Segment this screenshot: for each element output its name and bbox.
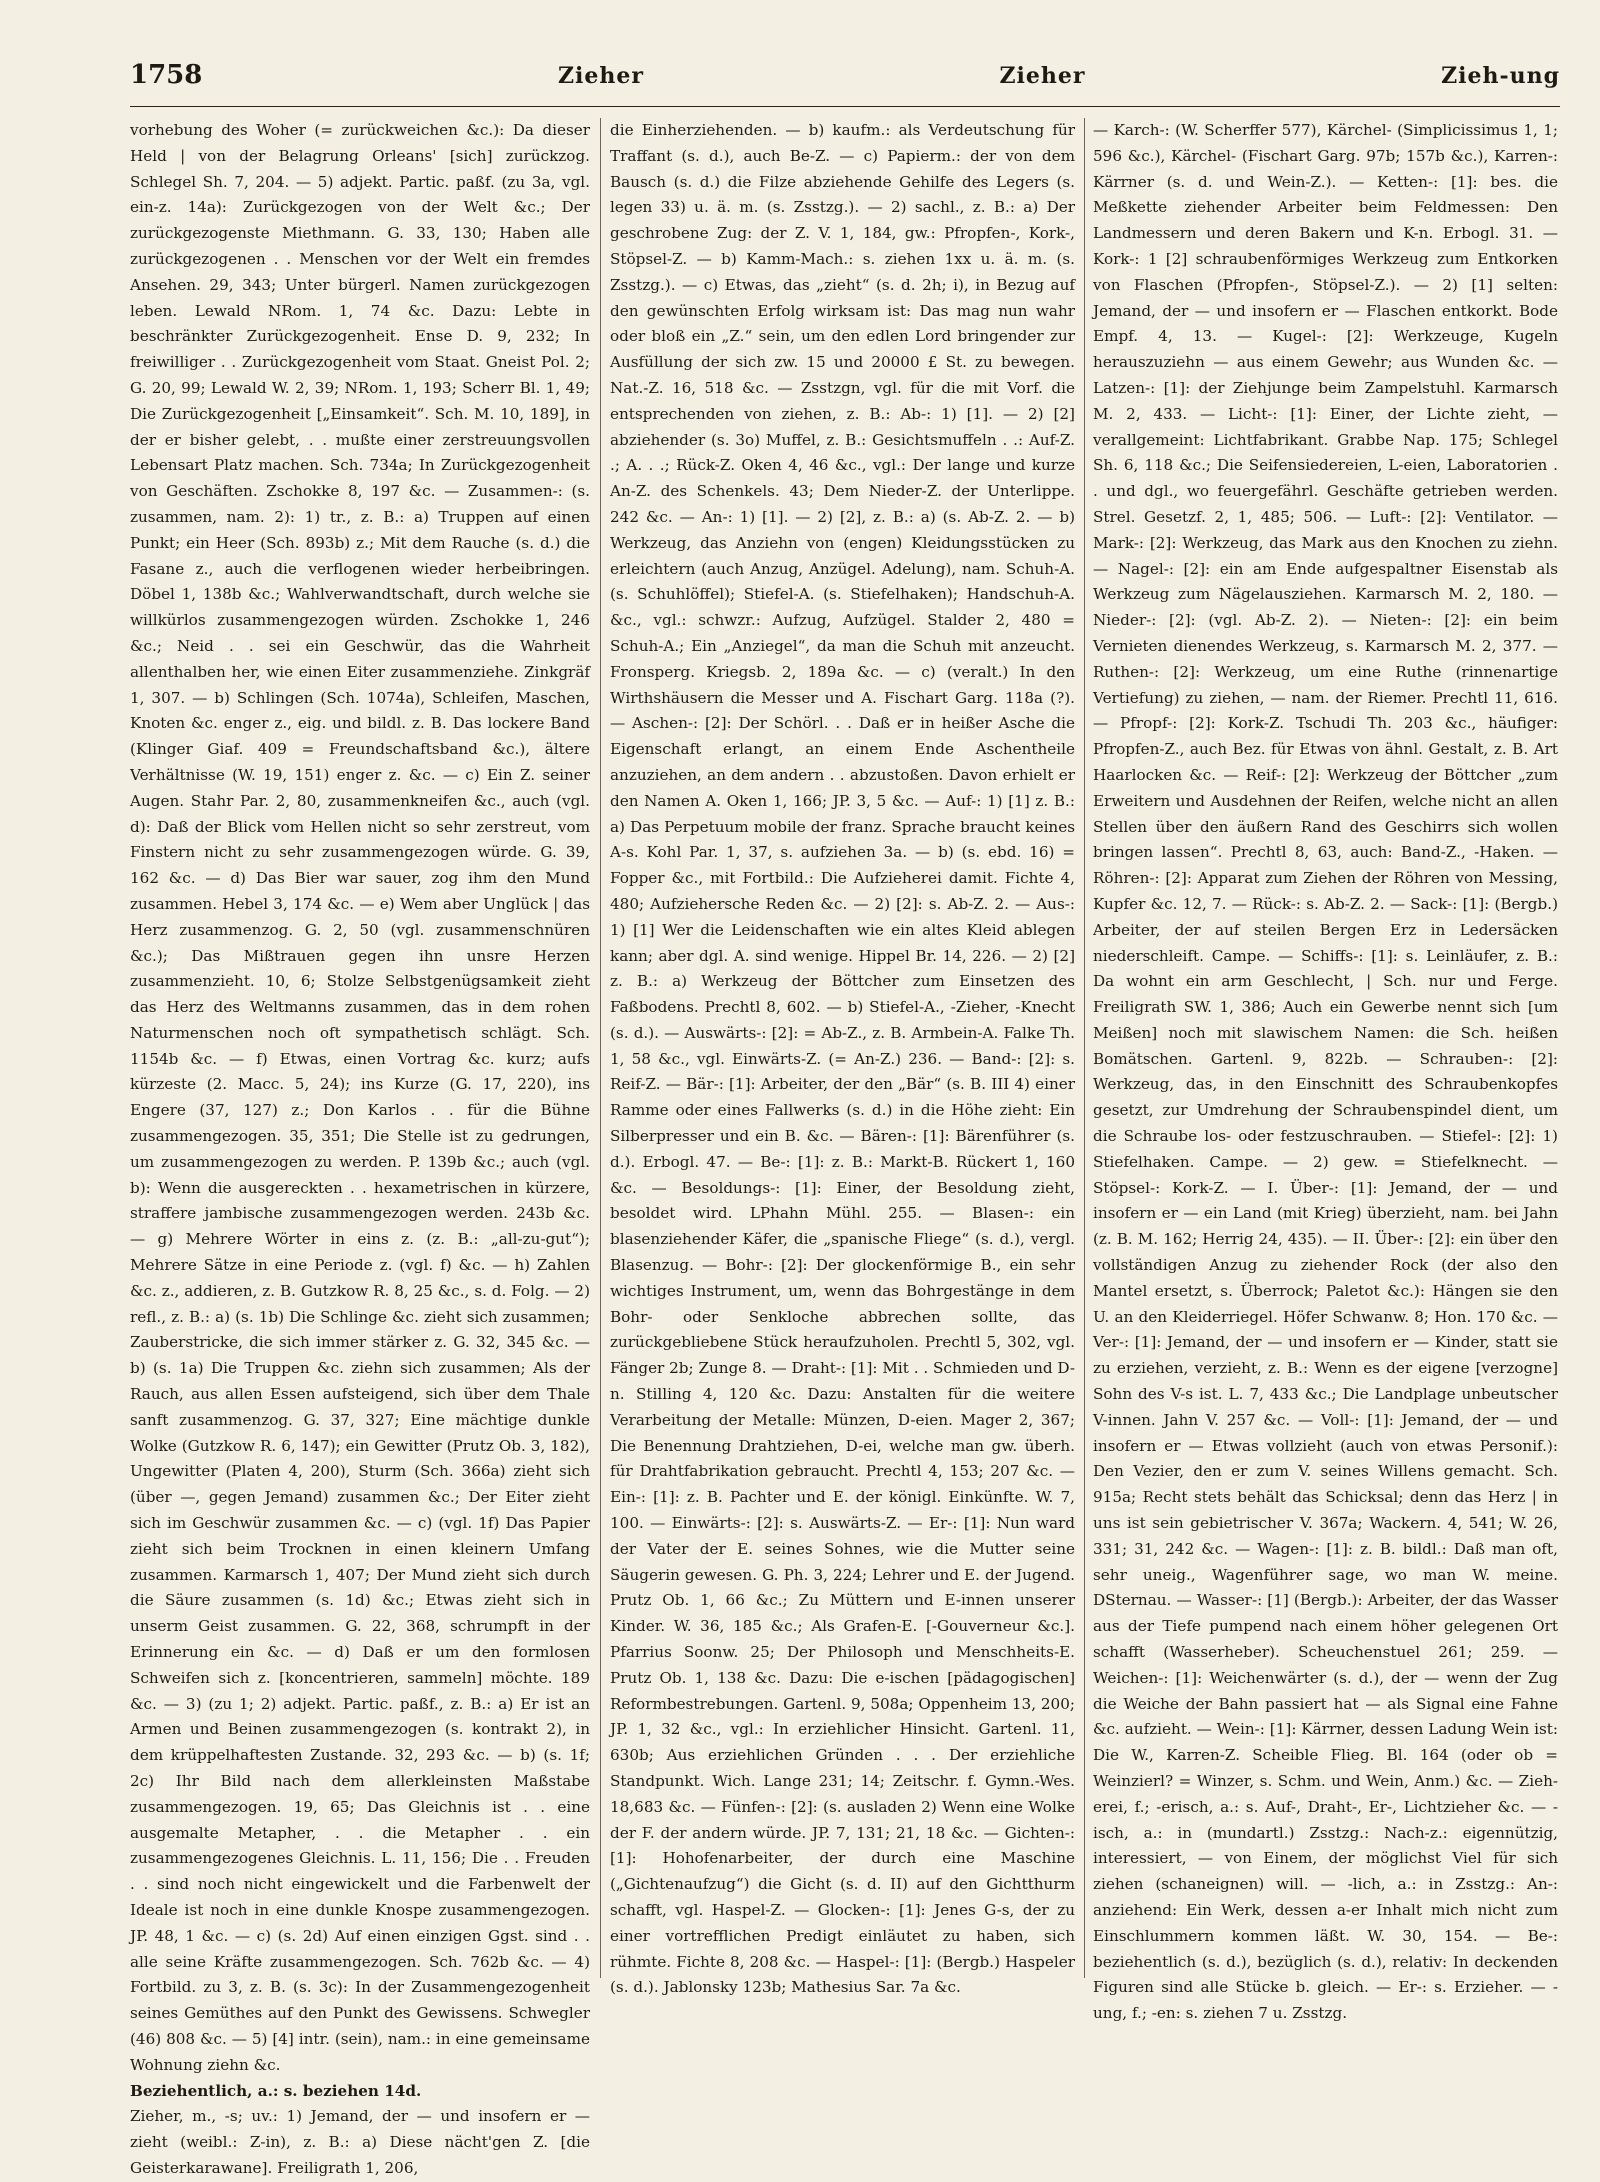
column-3 [1093,118,1558,2023]
column-1-paragraph: Beziehentlich, a.: s. beziehen 14d. [130,2081,422,2100]
header-rule [130,106,1560,107]
running-header [130,60,1560,100]
left-headword: Zieher [557,63,644,89]
center-headword: Zieher [999,63,1086,89]
column-1 [130,118,590,2177]
right-headword: Zieh-ung [1441,63,1560,89]
page-number: 1758 [130,60,203,90]
column-1-paragraph: vorhebung des Woher (= zurückweichen &c.): Da dieser Held | von der Belagrung Orleans' [sich] zurückzog. Schlegel Sh. 7, 204. — 5) adjekt. Partic. paßf. (zu 3a, vgl. ein-z. 14a): Zurückgezogen von der Welt &c.; Der zurückgezogenste Miethmann. G. 33, 130; Haben alle zurückgezogenen . . Menschen vor der Welt ein fremdes Ansehen. 29, 343; Unter bürgerl. Namen zurückgezogen leben. Lewald NRom. 1, 74 &c. Dazu: Lebte in beschränkter Zurückgezogenheit. Ense D. 9, 232; In freiwilliger . . Zurückgezogenheit vom Staat. Gneist Pol. 2; G. 20, 99; Lewald W. 2, 39; NRom. 1, 193; Scherr Bl. 1, 49; Die Zurückgezogenheit [„Einsamkeit“. Sch. M. 10, 189], in der er bisher gelebt, . . mußte einer zerstreuungsvollen Lebensart Platz machen. Sch. 734a; In Zurückgezogenheit von Geschäften. Zschokke 8, 197 &c. — Zusammen-: (s. zusammen, nam. 2): 1) tr., z. B.: a) Truppen auf einen Punkt; ein Heer (Sch. 893b) z.; Mit dem Rauche (s. d.) die Fasane z., auch die verflogenen wieder herbeibringen. Döbel 1, 138b &c.; Wahlverwandtschaft, durch welche sie willkürlos zusammengezogen würden. Zschokke 1, 246 &c.; Neid . . sei ein Geschwür, das die Wahrheit allenthalben her, wie einen Eiter zusammenziehe. Zinkgräf 1, 307. — b) Schlingen (Sch. 1074a), Schleifen, Maschen, Knoten &c. enger z., eig. und bildl. z. B. Das lockere Band (Klinger Giaf. 409 = Freundschaftsband &c.), ältere Verhältnisse (W. 19, 151) enger z. &c. — c) Ein Z. seiner Augen. Stahr Par. 2, 80, zusammenkneifen &c., auch (vgl. d): Daß der Blick vom Hellen nicht so sehr zerstreut, vom Finstern nicht zu sehr zusammengezogen würde. G. 39, 162 &c. — d) Das Bier war sauer, zog ihm den Mund zusammen. Hebel 3, 174 &c. — e) Wem aber Unglück | das Herz zusammenzog. G. 2, 50 (vgl. zusammenschnüren &c.); Das Mißtrauen gegen ihn unsre Herzen zusammenzieht. 10, 6; Stolze Selbstgenügsamkeit zieht das Herz des Weltmanns zusammen, das in dem rohen Naturmenschen noch oft sympathetisch schlägt. Sch. 1154b &c. — f) Etwas, einen Vortrag &c. kurz; aufs kürzeste (2. Macc. 5, 24); ins Kurze (G. 17, 220), ins Engere (37, 127) z.; Don Karlos . . für die Bühne zusammengezogen. 35, 351; Die Stelle ist zu gedrungen, um zusammengezogen zu werden. P. 139b &c.; auch (vgl. b): Wenn die ausgereckten . . hexametrischen in kürzere, straffere jambische zusammengezogen werden. 243b &c. — g) Mehrere Wörter in eins z. (z. B.: „all-zu-gut“); Mehrere Sätze in eine Periode z. (vgl. f) &c. — h) Zahlen &c. z., addieren, z. B. Gutzkow R. 8, 25 &c., s. d. Folg. — 2) refl., z. B.: a) (s. 1b) Die Schlinge &c. zieht sich zusammen; Zauberstricke, die sich immer stärker z. G. 32, 345 &c. — b) (s. 1a) Die Truppen &c. ziehn sich zusammen; Als der Rauch, aus allen Essen aufsteigend, sich über dem Thale sanft zusammenzog. G. 37, 327; Eine mächtige dunkle Wolke (Gutzkow R. 6, 147); ein Gewitter (Prutz Ob. 3, 182), Ungewitter (Platen 4, 200), Sturm (Sch. 366a) zieht sich (über —, gegen Jemand) zusammen &c.; Der Eiter zieht sich im Geschwür zusammen &c. — c) (vgl. 1f) Das Papier zieht sich beim Trocknen in einen kleinern Umfang zusammen. Karmarsch 1, 407; Der Mund zieht sich durch die Säure zusammen (s. 1d) &c.; Etwas zieht sich in unserm Geist zusammen. G. 22, 368, schrumpft in der Erinnerung ein &c. — d) Daß er um den formlosen Schweifen sich z. [koncentrieren, sammeln] möchte. 189 &c. — 3) (zu 1; 2) adjekt. Partic. paßf., z. B.: a) Er ist an Armen und Beinen zusammengezogen (s. kontrakt 2), in dem krüppelhaftesten Zustande. 32, 293 &c. — b) (s. 1f; 2c) Ihr Bild nach dem allerkleinsten Maßstabe zusammengezogen. 19, 65; Das Gleichnis ist . . eine ausgemalte Metapher, . . die Metapher . . ein zusammengezogenes Gleichnis. L. 11, 156; Die . . Freuden . . sind noch nicht eingewickelt und die Farbenwelt der Ideale ist noch in eine dunkle Knospe zusammengezogen. JP. 48, 1 &c. — c) (s. 2d) Auf einen einzigen Ggst. sind . . alle seine Kräfte zusammengezogen. Sch. 762b &c. — 4) Fortbild. zu 3, z. B. (s. 3c): In der Zusammengezogenheit seines Gemüthes auf den Punkt des Gewissens. Schwegler (46) 808 &c. — 5) [4] intr. (sein), nam.: in eine gemeinsame Wohnung ziehn &c. [130,121,590,2074]
column-2-paragraph: die Einherziehenden. — b) kaufm.: als Verdeutschung für Traffant (s. d.), auch Be-Z. — c) Papierm.: der von dem Bausch (s. d.) die Filze abziehende Gehilfe des Legers (s. legen 33) u. ä. m. (s. Zsstzg.). — 2) sachl., z. B.: a) Der geschrobene Zug: der Z. V. 1, 184, gw.: Pfropfen-, Kork-, Stöpsel-Z. — b) Kamm-Mach.: s. ziehen 1xx u. ä. m. (s. Zsstzg.). — c) Etwas, das „zieht“ (s. d. 2h; i), in Bezug auf den gewünschten Erfolg wirksam ist: Das mag nun wahr oder bloß ein „Z.“ sein, um den edlen Lord bringender zur Ausfüllung der sich zw. 15 und 20000 £ St. zu bewegen. Nat.-Z. 16, 518 &c. — Zsstzgn, vgl. für die mit Vorf. die entsprechenden von ziehen, z. B.: Ab-: 1) [1]. — 2) [2] abziehender (s. 3o) Muffel, z. B.: Gesichtsmuffeln . .: Auf-Z. .; A. . .; Rück-Z. Oken 4, 46 &c., vgl.: Der lange und kurze An-Z. des Schenkels. 43; Dem Nieder-Z. der Unterlippe. 242 &c. — An-: 1) [1]. — 2) [2], z. B.: a) (s. Ab-Z. 2. — b) Werkzeug, das Anziehn von (engen) Kleidungsstücken zu erleichtern (auch Anzug, Anzügel. Adelung), nam. Schuh-A. (s. Schuhlöffel); Stiefel-A. (s. Stiefelhaken); Handschuh-A. &c., vgl.: schwzr.: Aufzug, Aufzügel. Stalder 2, 480 = Schuh-A.; Ein „Anziegel“, da man die Schuh mit anzeucht. Fronsperg. Kriegsb. 2, 189a &c. — c) (veralt.) In den Wirthshäusern die Messer und A. Fischart Garg. 118a (?). — Aschen-: [2]: Der Schörl. . . Daß er in heißer Asche die Eigenschaft erlangt, an einem Ende Aschentheile anzuziehen, an dem andern . . abzustoßen. Davon erhielt er den Namen A. Oken 1, 166; JP. 3, 5 &c. — Auf-: 1) [1] z. B.: a) Das Perpetuum mobile der franz. Sprache braucht keines A-s. Kohl Par. 1, 37, s. aufziehen 3a. — b) (s. ebd. 16) = Fopper &c., mit Fortbild.: Die Aufzieherei damit. Fichte 4, 480; Aufziehersche Reden &c. — 2) [2]: s. Ab-Z. 2. — Aus-: 1) [1] Wer die Leidenschaften wie ein altes Kleid ablegen kann; aber dgl. A. sind wenige. Hippel Br. 14, 226. — 2) [2] z. B.: a) Werkzeug der Böttcher zum Einsetzen des Faßbodens. Prechtl 8, 602. — b) Stiefel-A., -Zieher, -Knecht (s. d.). — Auswärts-: [2]: = Ab-Z., z. B. Armbein-A. Falke Th. 1, 58 &c., vgl. Einwärts-Z. (= An-Z.) 236. — Band-: [2]: s. Reif-Z. — Bär-: [1]: Arbeiter, der den „Bär“ (s. B. III 4) einer Ramme oder eines Fallwerks (s. d.) in die Höhe zieht: Ein Silberpresser und ein B. &c. — Bären-: [1]: Bärenführer (s. d.). Erbogl. 47. — Be-: [1]: z. B.: Markt-B. Rückert 1, 160 &c. — Besoldungs-: [1]: Einer, der Besoldung zieht, besoldet wird. LPhahn Mühl. 255. — Blasen-: ein blasenziehender Käfer, die „spanische Fliege“ (s. d.), vergl. Blasenzug. — Bohr-: [2]: Der glockenförmige B., ein sehr wichtiges Instrument, um, wenn das Bohrgestänge in dem Bohr- oder Senkloche abbrechen sollte, das zurückgebliebene Stück heraufzuholen. Prechtl 5, 302, vgl. Fänger 2b; Zunge 8. — Draht-: [1]: Mit . . Schmieden und D-n. Stilling 4, 120 &c. Dazu: Anstalten für die weitere Verarbeitung der Metalle: Münzen, D-eien. Mager 2, 367; Die Benennung Drahtziehen, D-ei, welche man gw. überh. für Drahtfabrikation gebraucht. Prechtl 4, 153; 207 &c. — Ein-: [1]: z. B. Pachter und E. der königl. Einkünfte. W. 7, 100. — Einwärts-: [2]: s. Auswärts-Z. — Er-: [1]: Nun ward der Vater der E. seines Sohnes, wie die Mutter seine Säugerin gewesen. G. Ph. 3, 224; Lehrer und E. der Jugend. Prutz Ob. 1, 66 &c.; Zu Müttern und E-innen unserer Kinder. W. 36, 185 &c.; Als Grafen-E. [-Gouverneur &c.]. Pfarrius Soonw. 25; Der Philosoph und Menschheits-E. Prutz Ob. 1, 138 &c. Dazu: Die e-ischen [pädagogischen] Reformbestrebungen. Gartenl. 9, 508a; Oppenheim 13, 200; JP. 1, 32 &c., vgl.: In erziehlicher Hinsicht. Gartenl. 11, 630b; Aus erziehlichen Gründen . . . Der erziehliche Standpunkt. Wich. Lange 231; 14; Zeitschr. f. Gymn.-Wes. 18,683 &c. — Fünfen-: [2]: (s. ausladen 2) Wenn eine Wolke der F. der andern würde. JP. 7, 131; 21, 18 &c. — Gichten-: [1]: Hohofenarbeiter, der durch eine Maschine („Gichtenaufzug“) die Gicht (s. d. II) auf den Gichtthurm schafft, vgl. Haspel-Z. — Glocken-: [1]: Jenes G-s, der zu einer vortrefflichen Predigt einläutet zu haben, sich rühmte. Fichte 8, 208 &c. — Haspel-: [1]: (Bergb.) Haspeler (s. d.). Jablonsky 123b; Mathesius Sar. 7a &c. [610,121,1075,1997]
column-2 [610,118,1075,1997]
column-1-paragraph: Zieher, m., -s; uv.: 1) Jemand, der — und insofern er — zieht (weibl.: Z-in), z. B.: a) Diese nächt'gen Z. [die Geisterkarawane]. Freiligrath 1, 206, [130,2107,590,2177]
column-3-paragraph: — Karch-: (W. Scherffer 577), Kärchel- (Simplicissimus 1, 1; 596 &c.), Kärchel- (Fischart Garg. 97b; 157b &c.), Karren-: Kärrner (s. d. und Wein-Z.). — Ketten-: [1]: bes. die Meßkette ziehender Arbeiter beim Feldmessen: Den Landmessern und deren Bakern und K-n. Erbogl. 31. — Kork-: 1 [2] schraubenförmiges Werkzeug zum Entkorken von Flaschen (Pfropfen-, Stöpsel-Z.). — 2) [1] selten: Jemand, der — und insofern er — Flaschen entkorkt. Bode Empf. 4, 13. — Kugel-: [2]: Werkzeuge, Kugeln herauszuziehn — aus einem Gewehr; aus Wunden &c. — Latzen-: [1]: der Ziehjunge beim Zampelstuhl. Karmarsch M. 2, 433. — Licht-: [1]: Einer, der Lichte zieht, — verallgemeint: Lichtfabrikant. Grabbe Nap. 175; Schlegel Sh. 6, 118 &c.; Die Seifensiedereien, L-eien, Laboratorien . . und dgl., wo feuergefährl. Geschäfte getrieben werden. Strel. Gesetzf. 2, 1, 485; 506. — Luft-: [2]: Ventilator. — Mark-: [2]: Werkzeug, das Mark aus den Knochen zu ziehn. — Nagel-: [2]: ein am Ende aufgespaltner Eisenstab als Werkzeug zum Nägelausziehen. Karmarsch M. 2, 180. — Nieder-: [2]: (vgl. Ab-Z. 2). — Nieten-: [2]: ein beim Vernieten dienendes Werkzeug, s. Karmarsch M. 2, 377. — Ruthen-: [2]: Werkzeug, um eine Ruthe (rinnenartige Vertiefung) zu ziehen, — nam. der Riemer. Prechtl 11, 616. — Pfropf-: [2]: Kork-Z. Tschudi Th. 203 &c., häufiger: Pfropfen-Z., auch Bez. für Etwas von ähnl. Gestalt, z. B. Art Haarlocken &c. — Reif-: [2]: Werkzeug der Böttcher „zum Erweitern und Ausdehnen der Reifen, welche nicht an allen Stellen über den äußern Rand des Geschirrs sich wollen bringen lassen“. Prechtl 8, 63, auch: Band-Z., -Haken. — Röhren-: [2]: Apparat zum Ziehen der Röhren von Messing, Kupfer &c. 12, 7. — Rück-: s. Ab-Z. 2. — Sack-: [1]: (Bergb.) Arbeiter, der auf steilen Bergen Erz in Ledersäcken niederschleift. Campe. — Schiffs-: [1]: s. Leinläufer, z. B.: Da wohnt ein arm Geschlecht, | Sch. nur und Ferge. Freiligrath SW. 1, 386; Auch ein Gewerbe nennt sich [um Meißen] noch mit slawischem Namen: die Sch. heißen Bomätschen. Gartenl. 9, 822b. — Schrauben-: [2]: Werkzeug, das, in den Einschnitt des Schraubenkopfes gesetzt, zur Umdrehung der Schraubenspindel dient, um die Schraube los- oder festzuschrauben. — Stiefel-: [2]: 1) Stiefelhaken. Campe. — 2) gew. = Stiefelknecht. — Stöpsel-: Kork-Z. — I. Über-: [1]: Jemand, der — und insofern er — ein Land (mit Krieg) überzieht, nam. bei Jahn (z. B. M. 162; Herrig 24, 435). — II. Über-: [2]: ein über den vollständigen Anzug zu ziehender Rock (der also den Mantel ersetzt, s. Überrock; Paletot &c.): Hängen sie den U. an den Kleiderriegel. Höfer Schwanw. 8; Hon. 170 &c. — Ver-: [1]: Jemand, der — und insofern er — Kinder, statt sie zu erziehen, verzieht, z. B.: Wenn es der eigene [verzogne] Sohn des V-s ist. L. 7, 433 &c.; Die Landplage unbeutscher V-innen. Jahn V. 257 &c. — Voll-: [1]: Jemand, der — und insofern er — Etwas vollzieht (auch von etwas Personif.): Den Vezier, den er zum V. seines Willens gemacht. Sch. 915a; Recht stets behält das Schicksal; denn das Herz | in uns ist sein gebietrischer V. 367a; Wackern. 4, 541; W. 26, 331; 31, 242 &c. — Wagen-: [1]: z. B. bildl.: Daß man oft, sehr uneig., Wagenführer sage, wo man W. meine. DSternau. — Wasser-: [1] (Bergb.): Arbeiter, der das Wasser aus der Tiefe pumpend nach einem höher gelegenen Ort schafft (Wasserheber). Scheuchenstuel 261; 259. — Weichen-: [1]: Weichenwärter (s. d.), der — wenn der Zug die Weiche der Bahn passiert hat — als Signal eine Fahne &c. aufzieht. — Wein-: [1]: Kärrner, dessen Ladung Wein ist: Die W., Karren-Z. Scheible Flieg. Bl. 164 (oder ob = Weinzierl? = Winzer, s. Schm. und Wein, Anm.) &c. — Zieh-erei, f.; -erisch, a.: s. Auf-, Draht-, Er-, Lichtzieher &c. — -isch, a.: in (mundartl.) Zsstzg.: Nach-z.: eigennützig, interessiert, — von Einem, der möglichst Viel für sich ziehen (schaneignen) will. — -lich, a.: in Zsstzg.: An-: anziehend: Ein Werk, dessen a-er Inhalt mich nicht zum Einschlummern kommen läßt. W. 30, 154. — Be-: beziehentlich (s. d.), bezüglich (s. d.), relativ: In deckenden Figuren sind alle Stücke b. gleich. — Er-: s. Erzieher. — -ung, f.; -en: s. ziehen 7 u. Zsstzg. [1093,121,1558,2023]
column-divider [600,118,601,1978]
column-divider [1084,118,1085,1978]
